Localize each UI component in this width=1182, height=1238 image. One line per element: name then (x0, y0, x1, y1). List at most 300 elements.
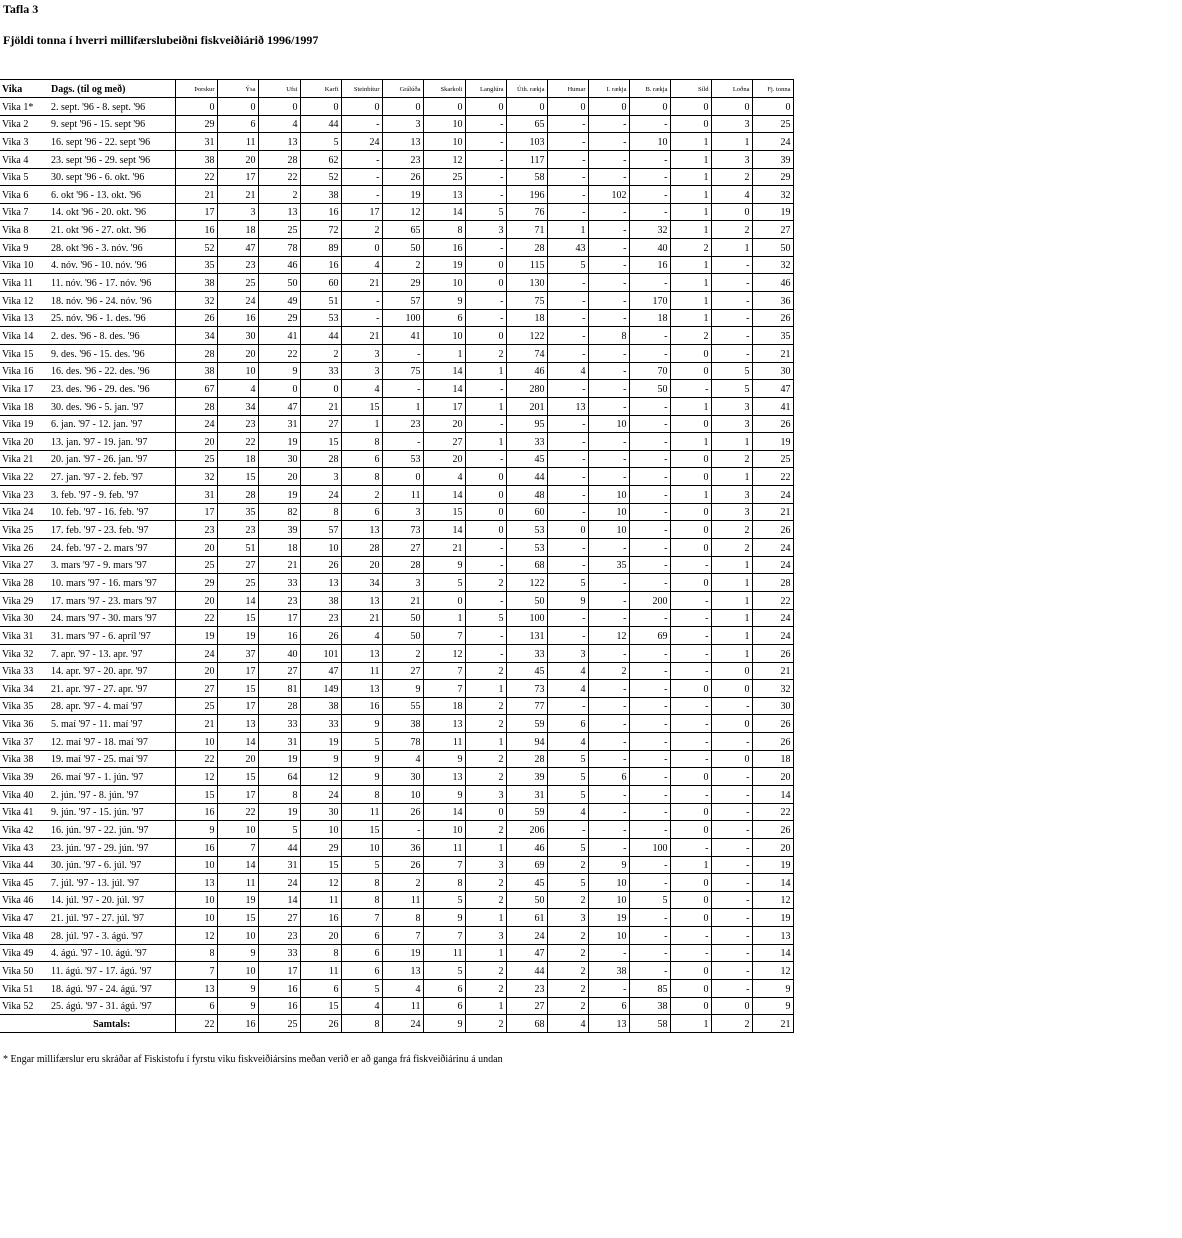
table-cell: - (629, 927, 670, 945)
table-cell: - (629, 274, 670, 292)
table-cell: 18. nóv. '96 - 24. nóv. '96 (49, 292, 175, 310)
table-cell: 3 (465, 221, 506, 239)
table-cell: - (465, 133, 506, 151)
table-title: Fjöldi tonna í hverri millifærslubeiðni fiskveiðiárið 1996/1997 (3, 33, 319, 47)
table-cell: 13 (258, 203, 300, 221)
table-cell: 2 (547, 962, 588, 980)
table-cell: 16. des. '96 - 22. des. '96 (49, 362, 175, 380)
table-cell: 28 (382, 556, 423, 574)
table-cell: 9 (341, 750, 382, 768)
table-cell: - (588, 750, 629, 768)
table-cell: 9. jún. '97 - 15. jún. '97 (49, 803, 175, 821)
table-cell: - (465, 239, 506, 257)
table-row (0, 239, 793, 257)
table-cell: 2. jún. '97 - 8. jún. '97 (49, 785, 175, 803)
table-cell: 1 (670, 433, 711, 451)
table-cell: 17 (217, 785, 258, 803)
table-cell: 41 (752, 397, 793, 415)
table-cell: 3. feb. '97 - 9. feb. '97 (49, 486, 175, 504)
table-cell: 0 (711, 98, 752, 116)
table-cell: 73 (382, 521, 423, 539)
table-cell: - (547, 415, 588, 433)
table-cell: 2 (465, 980, 506, 998)
table-cell: 4. ágú. '97 - 10. ágú. '97 (49, 944, 175, 962)
table-cell: 1 (341, 415, 382, 433)
table-cell: Vika 38 (0, 750, 49, 768)
table-cell: 2 (670, 239, 711, 257)
table-row (0, 927, 793, 945)
table-cell: 20 (175, 591, 217, 609)
table-cell: 22 (752, 591, 793, 609)
table-cell: 10 (217, 962, 258, 980)
table-cell: 18 (629, 309, 670, 327)
table-cell: 26 (752, 715, 793, 733)
table-cell: 15 (175, 785, 217, 803)
table-cell: 45 (506, 450, 547, 468)
table-cell: 46 (506, 362, 547, 380)
table-cell: 4 (547, 733, 588, 751)
table-cell: 50 (382, 627, 423, 645)
table-cell: - (711, 292, 752, 310)
table-cell: 47 (506, 944, 547, 962)
table-cell: 16 (258, 997, 300, 1015)
table-cell: 31 (258, 415, 300, 433)
table-cell: 24 (752, 486, 793, 504)
table-cell: - (711, 856, 752, 874)
table-cell: 22 (175, 1015, 217, 1033)
table-cell: - (629, 115, 670, 133)
table-cell: 24 (382, 1015, 423, 1033)
table-cell: 29 (300, 838, 341, 856)
table-row (0, 433, 793, 451)
table-cell: 0 (465, 274, 506, 292)
table-row (0, 115, 793, 133)
table-cell: Vika 31 (0, 627, 49, 645)
table-cell: 0 (670, 909, 711, 927)
table-cell: 2 (465, 874, 506, 892)
table-cell: 30 (217, 327, 258, 345)
table-cell: - (588, 239, 629, 257)
table-cell: 7 (423, 927, 465, 945)
table-cell: 8 (423, 874, 465, 892)
table-cell: 17 (258, 962, 300, 980)
table-cell: 78 (382, 733, 423, 751)
table-cell: 8 (175, 944, 217, 962)
table-cell: 22 (175, 168, 217, 186)
table-cell: 10 (588, 486, 629, 504)
table-cell: 8 (341, 874, 382, 892)
table-cell: 24 (752, 539, 793, 557)
table-cell: Vika 4 (0, 150, 49, 168)
table-cell: - (547, 468, 588, 486)
table-cell: 25 (752, 115, 793, 133)
table-cell: 9 (258, 362, 300, 380)
table-cell: 14 (423, 380, 465, 398)
table-cell: 17 (341, 203, 382, 221)
table-cell: 24 (341, 133, 382, 151)
table-cell: 0 (670, 468, 711, 486)
table-cell: 2 (711, 521, 752, 539)
table-cell: 11 (217, 874, 258, 892)
table-cell: 16 (258, 627, 300, 645)
table-row (0, 715, 793, 733)
table-cell: - (588, 539, 629, 557)
table-cell: 10 (341, 838, 382, 856)
table-cell: 1 (711, 468, 752, 486)
table-cell: Vika 23 (0, 486, 49, 504)
table-cell: 10 (217, 362, 258, 380)
table-cell: - (547, 186, 588, 204)
table-cell: 2 (547, 891, 588, 909)
table-cell: - (629, 644, 670, 662)
table-cell: Vika 49 (0, 944, 49, 962)
table-cell: 0 (341, 239, 382, 257)
table-row (0, 292, 793, 310)
table-cell: 24 (752, 609, 793, 627)
table-cell: - (629, 203, 670, 221)
table-cell: 9 (423, 1015, 465, 1033)
table-cell: Vika 22 (0, 468, 49, 486)
table-cell: - (547, 327, 588, 345)
table-cell: 44 (300, 115, 341, 133)
table-cell: - (341, 168, 382, 186)
table-cell: 33 (258, 715, 300, 733)
table-cell: 5 (341, 980, 382, 998)
table-cell: - (629, 486, 670, 504)
table-cell: 8 (423, 221, 465, 239)
table-cell: 7. júl. '97 - 13. júl. '97 (49, 874, 175, 892)
table-cell: 15 (217, 468, 258, 486)
table-cell: Vika 11 (0, 274, 49, 292)
table-cell: Fj. tonna (752, 80, 793, 98)
table-cell: 196 (506, 186, 547, 204)
table-row (0, 997, 793, 1015)
table-cell: 9 (423, 292, 465, 310)
table-cell: 27 (382, 662, 423, 680)
table-cell: Vika 47 (0, 909, 49, 927)
table-cell: 9 (382, 680, 423, 698)
table-cell: - (629, 697, 670, 715)
table-cell: 11. ágú. '97 - 17. ágú. '97 (49, 962, 175, 980)
table-cell: 27 (258, 909, 300, 927)
table-cell: 73 (506, 680, 547, 698)
table-cell: 30 (382, 768, 423, 786)
table-cell: 3 (382, 115, 423, 133)
table-cell: 2 (341, 221, 382, 239)
table-cell: 22 (258, 168, 300, 186)
table-cell: - (465, 115, 506, 133)
catch-table (0, 79, 794, 1033)
table-cell: 4 (217, 380, 258, 398)
table-cell: 26. maí '97 - 1. jún. '97 (49, 768, 175, 786)
table-cell: 0 (217, 98, 258, 116)
table-cell: 14 (752, 874, 793, 892)
table-cell: 122 (506, 574, 547, 592)
table-cell: 46 (506, 838, 547, 856)
table-cell: 31 (175, 486, 217, 504)
table-cell: 31. mars '97 - 6. apríl '97 (49, 627, 175, 645)
table-cell: - (588, 468, 629, 486)
table-cell: 10 (423, 274, 465, 292)
table-cell: 52 (175, 239, 217, 257)
table-cell: 1 (670, 274, 711, 292)
table-row (0, 874, 793, 892)
table-cell: 17 (258, 609, 300, 627)
table-cell: 15 (217, 768, 258, 786)
table-cell: 32 (752, 186, 793, 204)
table-cell: 53 (506, 539, 547, 557)
table-cell: Vika 3 (0, 133, 49, 151)
table-cell: 50 (629, 380, 670, 398)
table-row (0, 203, 793, 221)
table-cell: - (547, 344, 588, 362)
table-cell: 14 (217, 733, 258, 751)
header-row (0, 80, 793, 98)
table-row (0, 768, 793, 786)
table-cell: 0 (670, 539, 711, 557)
table-cell: 2 (547, 980, 588, 998)
table-cell: 13 (341, 591, 382, 609)
table-cell: 8 (382, 909, 423, 927)
table-cell: Vika 33 (0, 662, 49, 680)
table-row (0, 697, 793, 715)
table-cell: 2 (670, 327, 711, 345)
table-cell: 44 (300, 327, 341, 345)
table-cell: 39 (506, 768, 547, 786)
table-cell: 38 (629, 997, 670, 1015)
table-cell: - (547, 503, 588, 521)
table-cell: 14 (258, 891, 300, 909)
table-cell: Vika 36 (0, 715, 49, 733)
table-cell: Vika 7 (0, 203, 49, 221)
table-cell: 21 (341, 609, 382, 627)
table-cell: 9 (752, 997, 793, 1015)
table-row (0, 362, 793, 380)
table-cell: - (670, 838, 711, 856)
table-cell: - (465, 539, 506, 557)
table-cell: Vika 50 (0, 962, 49, 980)
table-cell: 16 (300, 203, 341, 221)
table-cell: 4 (547, 662, 588, 680)
table-cell: 18 (752, 750, 793, 768)
table-cell: 22 (217, 433, 258, 451)
table-cell: - (588, 591, 629, 609)
table-cell: 16 (423, 239, 465, 257)
table-cell: 6 (300, 980, 341, 998)
table-cell: Loðna (711, 80, 752, 98)
table-cell: Vika 35 (0, 697, 49, 715)
table-cell: 8 (341, 891, 382, 909)
table-cell: 29 (752, 168, 793, 186)
table-cell: 16. jún. '97 - 22. jún. '97 (49, 821, 175, 839)
table-cell: 8 (588, 327, 629, 345)
table-cell: 75 (382, 362, 423, 380)
table-cell: 13 (382, 133, 423, 151)
table-cell: 4 (547, 362, 588, 380)
table-cell: 13 (423, 186, 465, 204)
table-row (0, 539, 793, 557)
table-cell: 0 (423, 98, 465, 116)
table-cell: 6 (423, 309, 465, 327)
table-cell: Síld (670, 80, 711, 98)
table-cell: Vika 43 (0, 838, 49, 856)
table-cell: 15 (300, 997, 341, 1015)
table-cell: 9 (423, 556, 465, 574)
table-cell: Vika 14 (0, 327, 49, 345)
table-cell: - (465, 150, 506, 168)
table-cell: 7 (423, 856, 465, 874)
table-cell: 23 (300, 609, 341, 627)
table-cell: 3 (382, 574, 423, 592)
table-cell: 9 (175, 821, 217, 839)
table-cell: 6. jan. '97 - 12. jan. '97 (49, 415, 175, 433)
table-cell: 19 (258, 803, 300, 821)
table-cell: 2 (547, 944, 588, 962)
table-cell: 25 (217, 274, 258, 292)
table-number: Tafla 3 (3, 2, 39, 16)
table-cell: 50 (752, 239, 793, 257)
table-cell: 100 (629, 838, 670, 856)
table-cell: - (629, 609, 670, 627)
table-cell: 24. mars '97 - 30. mars '97 (49, 609, 175, 627)
table-cell: 6 (341, 962, 382, 980)
table-cell: 10. feb. '97 - 16. feb. '97 (49, 503, 175, 521)
table-cell: 27 (423, 433, 465, 451)
table-cell: - (465, 309, 506, 327)
table-cell: Grálúða (382, 80, 423, 98)
table-cell: - (629, 503, 670, 521)
table-cell: 5 (547, 256, 588, 274)
table-cell: 37 (217, 644, 258, 662)
summary-row (0, 1015, 793, 1033)
table-cell: 0 (547, 521, 588, 539)
table-cell: - (382, 821, 423, 839)
table-cell: 23 (506, 980, 547, 998)
table-cell: 27. jan. '97 - 2. feb. '97 (49, 468, 175, 486)
table-cell: 5 (465, 203, 506, 221)
table-cell: 12 (752, 891, 793, 909)
table-cell: 5 (547, 785, 588, 803)
table-cell: 50 (258, 274, 300, 292)
table-cell: 25. nóv. '96 - 1. des. '96 (49, 309, 175, 327)
table-row (0, 344, 793, 362)
table-cell: 4 (341, 380, 382, 398)
table-cell: 19 (752, 433, 793, 451)
table-cell: 1 (423, 344, 465, 362)
table-cell: Vika 1* (0, 98, 49, 116)
table-cell: - (588, 274, 629, 292)
table-cell: 6 (341, 450, 382, 468)
table-cell: - (588, 980, 629, 998)
table-cell: 15 (300, 856, 341, 874)
table-cell: - (547, 133, 588, 151)
table-cell: - (670, 927, 711, 945)
table-cell: 5 (465, 609, 506, 627)
table-row (0, 962, 793, 980)
table-cell: 19 (258, 750, 300, 768)
table-cell: 20 (300, 927, 341, 945)
table-cell: 10 (175, 909, 217, 927)
table-cell: 3 (341, 344, 382, 362)
table-cell: 5. maí '97 - 11. maí '97 (49, 715, 175, 733)
table-cell: - (629, 874, 670, 892)
table-cell: 17 (217, 662, 258, 680)
table-row (0, 591, 793, 609)
table-cell: - (341, 292, 382, 310)
table-cell: Vika 41 (0, 803, 49, 821)
table-cell: 27 (300, 415, 341, 433)
table-cell: 0 (588, 98, 629, 116)
table-cell: 30 (300, 803, 341, 821)
table-cell: 2 (465, 574, 506, 592)
table-cell: 12 (382, 203, 423, 221)
table-cell (0, 1015, 49, 1033)
table-cell: 10 (217, 927, 258, 945)
table-cell: 4. nóv. '96 - 10. nóv. '96 (49, 256, 175, 274)
table-cell: Vika 46 (0, 891, 49, 909)
table-cell: - (588, 380, 629, 398)
table-cell: 13 (341, 521, 382, 539)
table-cell: - (588, 309, 629, 327)
table-row (0, 609, 793, 627)
table-cell: 5 (547, 750, 588, 768)
table-cell: 50 (382, 609, 423, 627)
table-cell: 2 (382, 256, 423, 274)
table-cell: 33 (258, 944, 300, 962)
table-cell: 20 (175, 433, 217, 451)
table-cell: 2 (465, 768, 506, 786)
table-cell: 14 (423, 203, 465, 221)
table-cell: - (629, 397, 670, 415)
table-cell: - (629, 750, 670, 768)
table-cell: - (588, 450, 629, 468)
table-cell: 6. okt '96 - 13. okt. '96 (49, 186, 175, 204)
table-cell: 3 (300, 468, 341, 486)
table-cell: 13 (175, 980, 217, 998)
table-cell: 1 (465, 433, 506, 451)
table-cell: 4 (341, 627, 382, 645)
table-cell: - (711, 733, 752, 751)
table-cell: 206 (506, 821, 547, 839)
table-cell: 28. apr. '97 - 4. maí '97 (49, 697, 175, 715)
table-cell: 28 (217, 486, 258, 504)
table-cell: 0 (258, 98, 300, 116)
table-cell: 0 (711, 203, 752, 221)
table-cell: Vika 32 (0, 644, 49, 662)
table-cell: 22 (175, 750, 217, 768)
table-cell: 4 (547, 1015, 588, 1033)
table-cell: 39 (752, 150, 793, 168)
table-cell: 23 (258, 591, 300, 609)
table-cell: 10 (588, 503, 629, 521)
table-cell: 74 (506, 344, 547, 362)
table-cell: 3 (711, 415, 752, 433)
table-cell: 10 (423, 115, 465, 133)
table-cell: 2 (547, 927, 588, 945)
table-cell: 30. jún. '97 - 6. júl. '97 (49, 856, 175, 874)
table-cell: 3. mars '97 - 9. mars '97 (49, 556, 175, 574)
table-cell: 25 (175, 450, 217, 468)
table-cell: 26 (752, 521, 793, 539)
table-cell: 9 (217, 944, 258, 962)
table-cell: 19 (423, 256, 465, 274)
table-cell: 3 (465, 785, 506, 803)
table-cell: 11. nóv. '96 - 17. nóv. '96 (49, 274, 175, 292)
table-cell: - (670, 944, 711, 962)
table-cell: - (629, 662, 670, 680)
table-row (0, 468, 793, 486)
table-cell: 0 (711, 662, 752, 680)
